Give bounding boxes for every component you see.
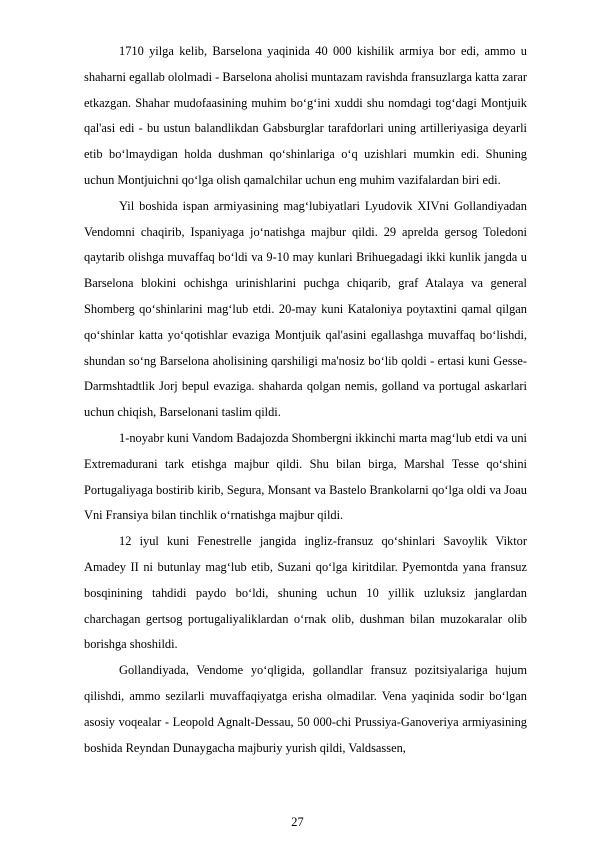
paragraph-2: Yil boshida ispan armiyasining mag‘lubiyatlari Lyudovik XIVni Gollandiyadan Vendomni chaqirib, Ispaniyaga jo‘natishga majbur qildi. 29 aprelda gersog Toledoni qaytarib olishga muvaffaq bo‘ldi va 9-10 may kunlari Brihuegadagi ikki kunlik jangda u Barselona blokini ochishga urinishlarini puchga chiqarib, graf Atalaya va general Shomberg qo‘shinlarini mag‘lub etdi. 20-may kuni Kataloniya poytaxtini qamal qilgan qo‘shinlar katta yo‘qotishlar evaziga Montjuik qal'asini egallashga muvaffaq bo‘lishdi, shundan so‘ng Barselona aholisining qarshiligi ma'nosiz bo‘lib qoldi - ertasi kuni Gesse-Darmshtadtlik Jorj bepul evaziga. shaharda qolgan nemis, golland va portugal askarlari uchun chiqish, Barselonani taslim qildi.	[84, 198, 527, 420]
paragraph-1: 1710 yilga kelib, Barselona yaqinida 40 000 kishilik armiya bor edi, ammo u shaharni egallab ololmadi - Barselona aholisi muntazam ravishda fransuzlarga katta zarar etkazgan. Shahar mudofaasining muhim bo‘g‘ini xuddi shu nomdagi tog‘dagi Montjuik qal'asi edi - bu ustun balandlikdan Gabsburglar tarafdorlari uning artilleriyasiga deyarli etib bo‘lmaydigan holda dushman qo‘shinlariga o‘q uzishlari mumkin edi. Shuning uchun Montjuichni qo‘lga olish qamalchilar uchun eng muhim vazifalardan biri edi.	[84, 44, 527, 187]
paragraph-5: Gollandiyada, Vendome yo‘qligida, gollandlar fransuz pozitsiyalariga hujum qilishdi, ammo sezilarli muvaffaqiyatga erisha olmadilar. Vena yaqinida sodir bo‘lgan asosiy voqealar - Leopold Agnalt-Dessau, 50 000-chi Prussiya-Ganoveriya armiyasining boshida Reyndan Dunaygacha majburiy yurish qildi, Valdsassen,	[84, 663, 527, 755]
paragraph-4: 12 iyul kuni Fenestrelle jangida ingliz-fransuz qo‘shinlari Savoylik Viktor Amadey II ni butunlay mag‘lub etib, Suzani qo‘lga kiritdilar. Pyemontda yana fransuz bosqinining tahdidi paydo bo‘ldi, shuning uchun 10 yillik uzluksiz janglardan charchagan gertsog portugaliyaliklardan o‘rnak olib, dushman bilan muzokaralar olib borishga shoshildi.	[84, 534, 527, 652]
page-number: 27	[291, 815, 304, 829]
document-page	[84, 39, 527, 761]
paragraph-3: 1-noyabr kuni Vandom Badajozda Shombergni ikkinchi marta mag‘lub etdi va uni Extremadurani tark etishga majbur qildi. Shu bilan birga, Marshal Tesse qo‘shini Portugaliyaga bostirib kirib, Segura, Monsant va Bastelo Brankolarni qo‘lga oldi va Joau Vni Fransiya bilan tinchlik o‘rnatishga majbur qildi.	[84, 430, 527, 523]
